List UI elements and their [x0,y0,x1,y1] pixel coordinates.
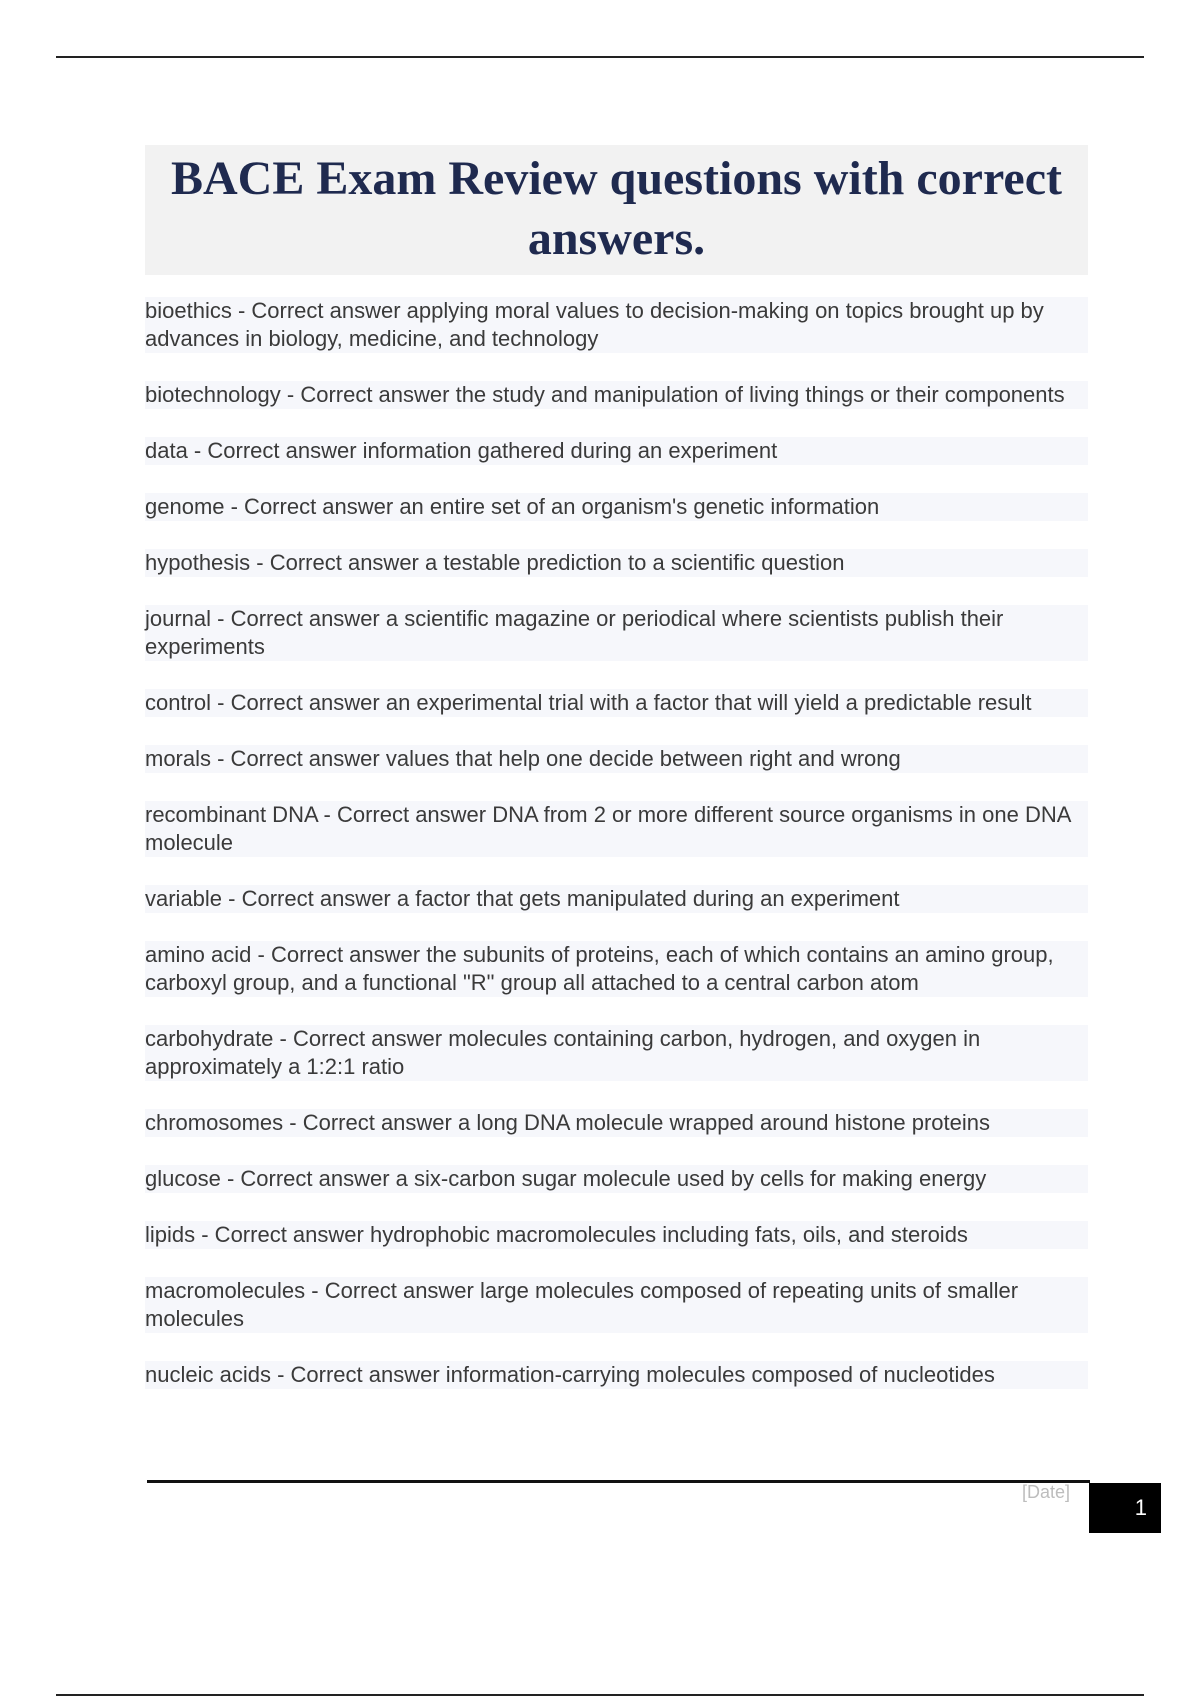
footer-date: [Date] [1021,1482,1070,1502]
document-title: BACE Exam Review questions with correct answers. [170,152,1063,265]
qa-item: journal - Correct answer a scientific magazine or periodical where scientists publish their experiments [145,605,1088,661]
qa-item: bioethics - Correct answer applying moral values to decision-making on topics brought up by advances in biology, medicine, and technology [145,297,1088,353]
qa-item: amino acid - Correct answer the subunits of proteins, each of which contains an amino group, carboxyl group, and a functional "R" group all attached to a central carbon atom [145,941,1088,997]
qa-item: data - Correct answer information gathered during an experiment [145,437,1088,465]
bottom-divider [56,1694,1144,1696]
document-page [145,145,1088,1417]
qa-item: carbohydrate - Correct answer molecules containing carbon, hydrogen, and oxygen in approximately a 1:2:1 ratio [145,1025,1088,1081]
qa-item: variable - Correct answer a factor that gets manipulated during an experiment [145,885,1088,913]
qa-list [145,297,1088,1389]
qa-item: control - Correct answer an experimental trial with a factor that will yield a predictable result [145,689,1088,717]
qa-item: genome - Correct answer an entire set of an organism's genetic information [145,493,1088,521]
footer-divider [147,1480,1090,1483]
qa-item: lipids - Correct answer hydrophobic macromolecules including fats, oils, and steroids [145,1221,1088,1249]
qa-item: hypothesis - Correct answer a testable prediction to a scientific question [145,549,1088,577]
qa-item: morals - Correct answer values that help one decide between right and wrong [145,745,1088,773]
qa-item: biotechnology - Correct answer the study and manipulation of living things or their components [145,381,1088,409]
title-banner [145,145,1088,275]
qa-item: nucleic acids - Correct answer information-carrying molecules composed of nucleotides [145,1361,1088,1389]
qa-item: chromosomes - Correct answer a long DNA molecule wrapped around histone proteins [145,1109,1088,1137]
qa-item: macromolecules - Correct answer large molecules composed of repeating units of smaller molecules [145,1277,1088,1333]
qa-item: glucose - Correct answer a six-carbon sugar molecule used by cells for making energy [145,1165,1088,1193]
page-number: 1 [1089,1483,1161,1533]
qa-item: recombinant DNA - Correct answer DNA from 2 or more different source organisms in one DNA molecule [145,801,1088,857]
top-divider [56,56,1144,58]
